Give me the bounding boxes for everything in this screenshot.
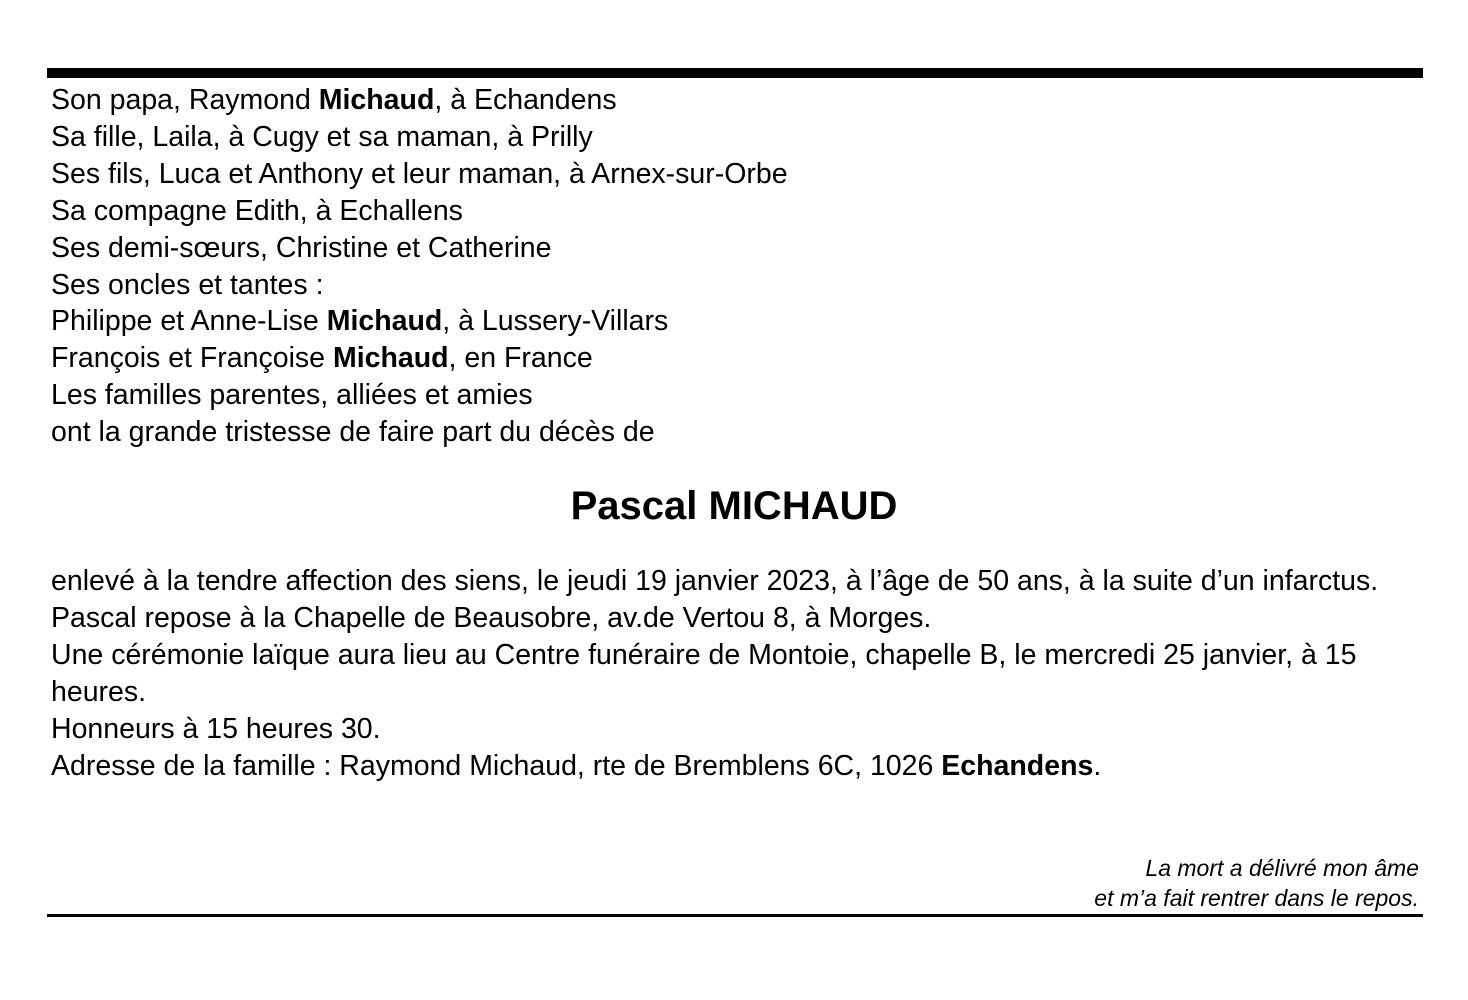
repose-notice: Pascal repose à la Chapelle de Beausobre, av.de Vertou 8, à Morges. (51, 601, 932, 634)
family-line: Sa compagne Edith, à Echallens (51, 194, 463, 227)
bottom-rule (47, 914, 1423, 917)
family-announcement (51, 82, 1431, 451)
family-line: ont la grande tristesse de faire part du décès de (51, 416, 655, 449)
deceased-name: Pascal MICHAUD (570, 484, 898, 528)
family-line: Ses fils, Luca et Anthony et leur maman, à Arnex-sur-Orbe (51, 157, 788, 190)
family-line: Ses demi-sœurs, Christine et Catherine (51, 231, 552, 264)
ceremony-notice: Une cérémonie laïque aura lieu au Centre funéraire de Montoie, chapelle B, le mercredi 25 janvier, à 15 heures. (51, 638, 1357, 708)
quote-line: La mort a délivré mon âme (1145, 855, 1419, 881)
family-line: Les familles parentes, alliées et amies (51, 379, 533, 412)
family-line: Ses oncles et tantes : (51, 268, 324, 301)
family-line: Son papa, Raymond Michaud, à Echandens (51, 84, 617, 116)
top-rule (47, 68, 1423, 78)
funeral-details (51, 563, 1423, 784)
quote-line: et m’a fait rentrer dans le repos. (1094, 885, 1419, 911)
family-line: François et Françoise Michaud, en France (51, 342, 593, 375)
closing-quote (719, 853, 1419, 913)
honours-notice: Honneurs à 15 heures 30. (51, 712, 381, 745)
death-notice: enlevé à la tendre affection des siens, le jeudi 19 janvier 2023, à l’âge de 50 ans, à la suite d’un infarctus. (51, 565, 1379, 597)
family-address: Adresse de la famille : Raymond Michaud, rte de Bremblens 6C, 1026 Echandens. (51, 749, 1102, 782)
family-line: Sa fille, Laila, à Cugy et sa maman, à Prilly (51, 120, 593, 153)
family-line: Philippe et Anne-Lise Michaud, à Lussery-Villars (51, 305, 669, 338)
